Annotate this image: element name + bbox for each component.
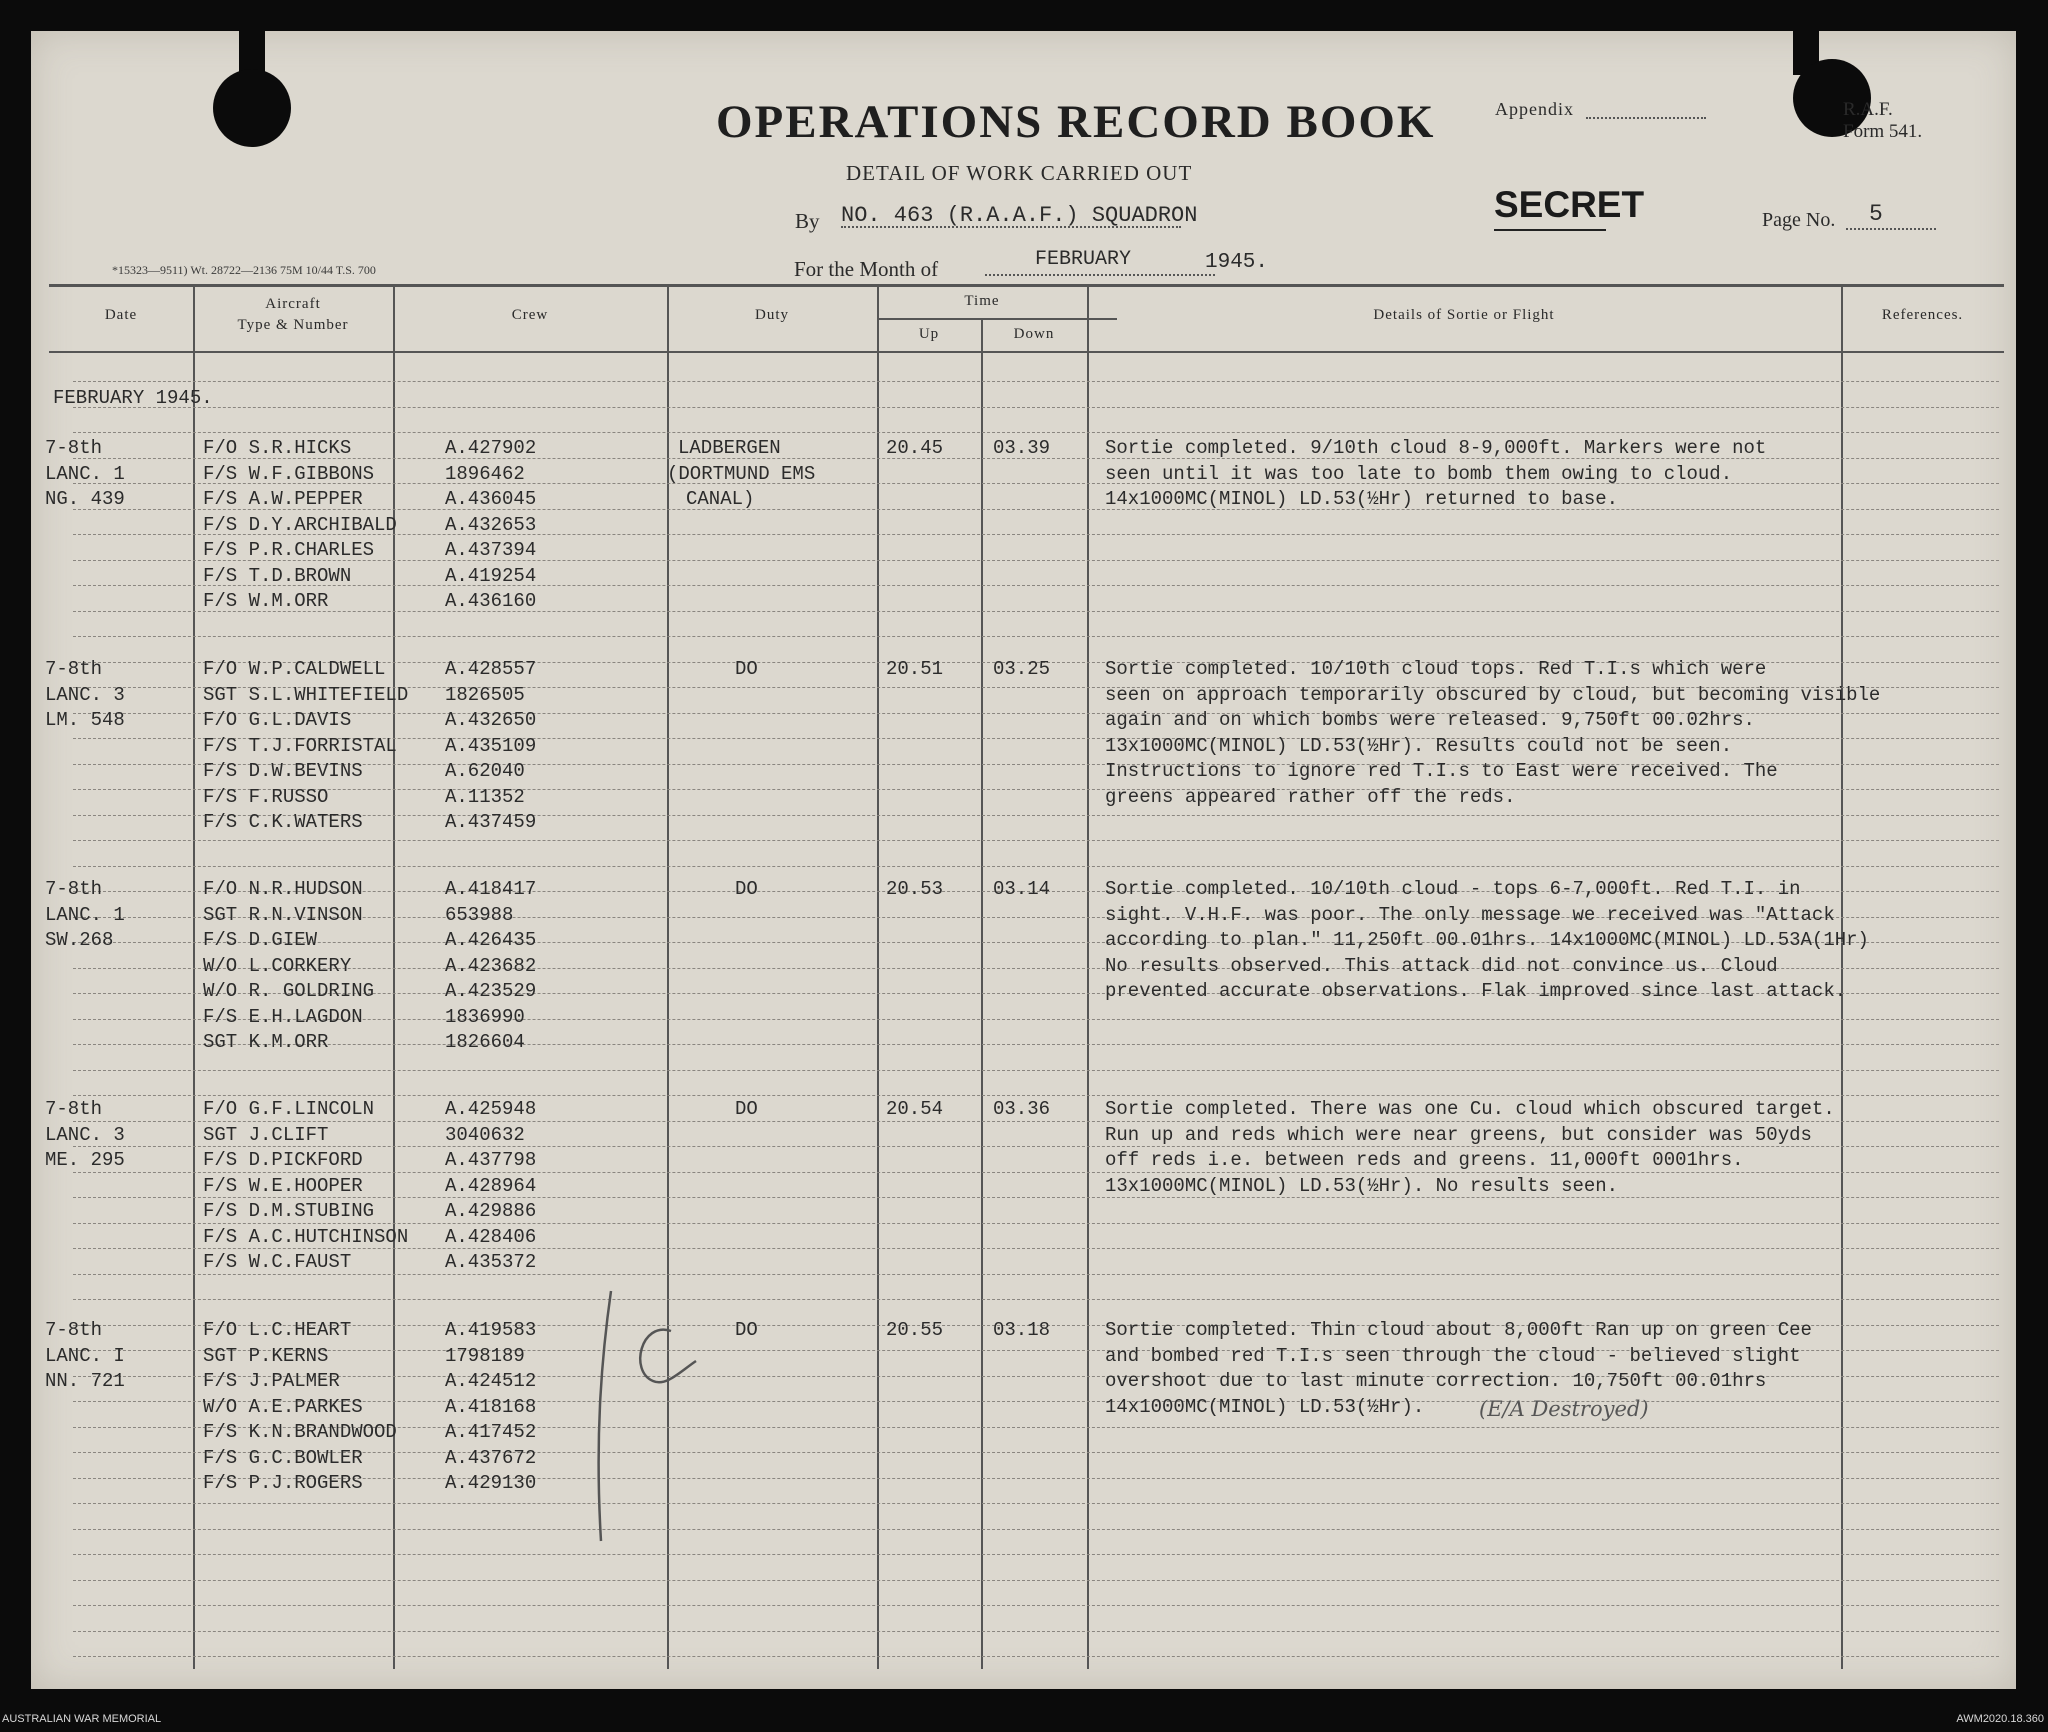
ruled-line — [73, 1274, 1999, 1275]
crew-member-name: SGT K.M.ORR — [203, 1031, 329, 1053]
col-divider-duty — [877, 284, 879, 1669]
secret-underline — [1494, 229, 1606, 231]
ruled-line — [73, 1580, 1999, 1581]
duty-text: DO — [735, 1319, 758, 1341]
crew-service-number: A.436160 — [445, 590, 537, 612]
crew-member-name: F/S W.C.FAUST — [203, 1251, 352, 1273]
crew-member-name: F/S D.Y.ARCHIBALD — [203, 513, 397, 536]
secret-stamp: SECRET — [1494, 184, 1645, 225]
sortie-detail-line: and bombed red T.I.s seen through the cloud - believed slight — [1105, 1344, 1801, 1367]
crew-member-name: SGT J.CLIFT — [203, 1123, 329, 1146]
page-label: Page No. — [1762, 209, 1836, 231]
duty-text: LADBERGEN — [678, 437, 781, 459]
crew-member-name: W/O L.CORKERY — [203, 954, 352, 977]
ruled-line — [73, 1605, 1999, 1606]
crew-member-name: F/O S.R.HICKS — [203, 437, 352, 459]
time-up: 20.54 — [886, 1098, 944, 1120]
sortie-detail-line: Sortie completed. 10/10th cloud tops. Red T.I.s which were — [1105, 658, 1767, 680]
section-heading: FEBRUARY 1945. — [53, 387, 213, 409]
duty-text: DO — [735, 658, 758, 680]
crew-service-number: A.432653 — [445, 513, 537, 536]
crew-member-name: F/O N.R.HUDSON — [203, 878, 363, 900]
crew-member-name: SGT S.L.WHITEFIELD — [203, 683, 409, 706]
ruled-line — [73, 1529, 1999, 1530]
ruled-line — [73, 1631, 1999, 1632]
col-header-up: Up — [918, 326, 940, 342]
crew-member-name: F/S G.C.BOWLER — [203, 1446, 363, 1469]
crew-service-number: 1826604 — [445, 1031, 525, 1053]
sortie-detail-line: Sortie completed. 10/10th cloud - tops 6-7,000ft. Red T.I. in — [1105, 878, 1801, 900]
crew-service-number: A.432650 — [445, 709, 537, 731]
crew-service-number: A.437672 — [445, 1446, 537, 1469]
ruled-line — [73, 585, 1999, 586]
time-up: 20.53 — [886, 878, 944, 900]
sortie-date: 7-8th — [45, 437, 103, 459]
crew-member-name: SGT R.N.VINSON — [203, 903, 363, 926]
duty-text: DO — [735, 1098, 758, 1120]
crew-service-number: 3040632 — [445, 1123, 525, 1146]
footer-left: AUSTRALIAN WAR MEMORIAL — [2, 1713, 162, 1725]
crew-member-name: F/S A.C.HUTCHINSON — [203, 1225, 409, 1248]
ruled-line — [73, 840, 1999, 841]
sortie-detail-line: off reds i.e. between reds and greens. 11,000ft 0001hrs. — [1105, 1149, 1744, 1171]
sortie-detail-line: sight. V.H.F. was poor. The only message we received was "Attack — [1105, 903, 1835, 926]
ruled-line — [73, 1044, 1999, 1045]
crew-service-number: 1798189 — [445, 1344, 525, 1367]
crew-service-number: 1826505 — [445, 683, 525, 706]
ruled-line — [73, 381, 1999, 382]
sortie-date: 7-8th — [45, 658, 103, 680]
handwritten-mark — [571, 1261, 751, 1561]
print-code: *15323—9511) Wt. 28722—2136 75M 10/44 T.S. 700 — [112, 263, 376, 277]
crew-service-number: A.419254 — [445, 564, 537, 587]
crew-service-number: A.437394 — [445, 539, 537, 561]
time-down: 03.39 — [993, 437, 1051, 459]
sortie-detail-line: seen on approach temporarily obscured by cloud, but becoming visible — [1105, 683, 1881, 706]
time-up: 20.45 — [886, 437, 944, 459]
col-header-aircraft: Aircraft — [265, 296, 321, 312]
page-field — [1846, 228, 1936, 230]
sortie-date: 7-8th — [45, 1319, 103, 1341]
crew-service-number: 1836990 — [445, 1005, 525, 1028]
duty-text: CANAL) — [686, 488, 755, 510]
page-number: 5 — [1869, 201, 1883, 227]
crew-service-number: A.419583 — [445, 1319, 537, 1341]
crew-member-name: F/S E.H.LAGDON — [203, 1005, 363, 1028]
ruled-line — [73, 1554, 1999, 1555]
time-down: 03.14 — [993, 878, 1051, 900]
month-field — [985, 274, 1215, 276]
ruled-line — [73, 1095, 1999, 1096]
aircraft-type: LANC. 1 — [45, 462, 125, 485]
crew-service-number: A.436045 — [445, 488, 537, 510]
crew-service-number: A.435109 — [445, 734, 537, 757]
form-title: OPERATIONS RECORD BOOK — [716, 96, 1436, 148]
crew-member-name: F/S W.E.HOOPER — [203, 1174, 363, 1197]
ruled-line — [73, 432, 1999, 433]
col-header-time: Time — [964, 293, 1000, 309]
sortie-detail-line: Sortie completed. There was one Cu. cloud which obscured target. — [1105, 1098, 1835, 1120]
crew-member-name: F/S D.W.BEVINS — [203, 760, 363, 782]
col-header-aircraft-sub: Type & Number — [237, 317, 349, 333]
squadron-field — [841, 226, 1181, 228]
ruled-line — [73, 866, 1999, 867]
crew-service-number: A.427902 — [445, 437, 537, 459]
aircraft-type: LANC. I — [45, 1344, 125, 1367]
table-top-rule — [49, 284, 2004, 287]
ruled-line — [73, 611, 1999, 612]
crew-member-name: F/S T.J.FORRISTAL — [203, 734, 397, 757]
crew-member-name: F/S K.N.BRANDWOOD — [203, 1421, 397, 1443]
crew-member-name: F/O W.P.CALDWELL — [203, 658, 386, 680]
crew-service-number: 1896462 — [445, 462, 525, 485]
crew-service-number: A.429886 — [445, 1200, 537, 1222]
crew-member-name: F/S P.R.CHARLES — [203, 539, 375, 561]
crew-member-name: F/S W.M.ORR — [203, 590, 329, 612]
sortie-detail-line: prevented accurate observations. Flak improved since last attack. — [1105, 980, 1847, 1002]
crew-member-name: F/S D.GIEW — [203, 929, 318, 951]
crew-service-number: A.428964 — [445, 1174, 537, 1197]
col-header-crew: Crew — [511, 307, 549, 323]
ruled-line — [73, 1503, 1999, 1504]
col-divider-date — [193, 284, 195, 1669]
col-divider-down — [1087, 284, 1089, 1669]
crew-member-name: F/S A.W.PEPPER — [203, 488, 363, 510]
crew-member-name: SGT P.KERNS — [203, 1344, 329, 1367]
crew-member-name: F/O G.L.DAVIS — [203, 709, 352, 731]
time-up: 20.55 — [886, 1319, 944, 1341]
sortie-detail-line: again and on which bombs were released. 9,750ft 00.02hrs. — [1105, 709, 1755, 731]
record-sheet — [31, 31, 2016, 1689]
ruled-line — [73, 1299, 1999, 1300]
header-bottom-rule — [49, 351, 2004, 353]
form-subtitle: DETAIL OF WORK CARRIED OUT — [846, 161, 1193, 185]
crew-service-number: A.423682 — [445, 954, 537, 977]
month-label: For the Month of — [794, 257, 939, 281]
crew-member-name: F/S T.D.BROWN — [203, 564, 352, 587]
crew-service-number: A.418168 — [445, 1395, 537, 1418]
sortie-detail-line: No results observed. This attack did not convince us. Cloud — [1105, 954, 1778, 977]
col-header-down: Down — [1013, 326, 1055, 342]
appendix-label: Appendix — [1495, 99, 1574, 119]
crew-member-name: F/S D.PICKFORD — [203, 1149, 363, 1171]
crew-member-name: F/O G.F.LINCOLN — [203, 1098, 375, 1120]
year-value: 1945. — [1205, 251, 1269, 274]
crew-service-number: A.425948 — [445, 1098, 537, 1120]
time-down: 03.25 — [993, 658, 1051, 680]
crew-service-number: A.424512 — [445, 1370, 537, 1392]
crew-member-name: F/S J.PALMER — [203, 1370, 340, 1392]
ruled-line — [73, 407, 1999, 408]
crew-member-name: F/S C.K.WATERS — [203, 811, 363, 833]
crew-member-name: F/O L.C.HEART — [203, 1319, 352, 1341]
sortie-detail-line: 14x1000MC(MINOL) LD.53(½Hr) returned to base. — [1105, 488, 1619, 510]
crew-member-name: F/S W.F.GIBBONS — [203, 462, 375, 485]
sortie-detail-line: 13x1000MC(MINOL) LD.53(½Hr). Results could not be seen. — [1105, 734, 1733, 757]
crew-service-number: A.435372 — [445, 1251, 537, 1273]
sortie-detail-line: overshoot due to last minute correction. 10,750ft 00.01hrs — [1105, 1370, 1767, 1392]
sortie-date: 7-8th — [45, 878, 103, 900]
squadron-name: NO. 463 (R.A.A.F.) SQUADRON — [841, 203, 1198, 228]
crew-service-number: A.428406 — [445, 1225, 537, 1248]
col-header-date: Date — [104, 307, 138, 323]
crew-service-number: A.418417 — [445, 878, 537, 900]
aircraft-type: LANC. 3 — [45, 683, 125, 706]
raf-label: R.A.F. — [1843, 99, 1893, 120]
by-label: By — [795, 209, 820, 233]
sortie-detail-line: 13x1000MC(MINOL) LD.53(½Hr). No results seen. — [1105, 1174, 1619, 1197]
ruled-line — [73, 636, 1999, 637]
crew-member-name: F/S D.M.STUBING — [203, 1200, 375, 1222]
crew-member-name: W/O A.E.PARKES — [203, 1395, 363, 1418]
sortie-detail-line: Instructions to ignore red T.I.s to East were received. The — [1105, 760, 1778, 782]
punch-hole-left — [213, 69, 291, 147]
sortie-detail-line: seen until it was too late to bomb them owing to cloud. — [1105, 462, 1733, 485]
aircraft-number: LM. 548 — [45, 709, 125, 731]
sortie-detail-line: 14x1000MC(MINOL) LD.53(½Hr). — [1105, 1395, 1425, 1418]
crew-service-number: A.417452 — [445, 1421, 537, 1443]
footer-right: AWM2020.18.360 — [1956, 1713, 2044, 1725]
time-up: 20.51 — [886, 658, 944, 680]
crew-service-number: A.437459 — [445, 811, 537, 833]
crew-service-number: A.423529 — [445, 980, 537, 1002]
aircraft-number: NG. 439 — [45, 488, 125, 510]
time-header-rule — [877, 318, 1117, 320]
ruled-line — [73, 1070, 1999, 1071]
col-header-details: Details of Sortie or Flight — [1373, 307, 1555, 323]
duty-text: DO — [735, 878, 758, 900]
appendix-field — [1586, 103, 1706, 119]
aircraft-number: SW.268 — [45, 929, 114, 951]
col-divider-details — [1841, 284, 1843, 1669]
month-value: FEBRUARY — [1035, 248, 1132, 271]
sortie-detail-line: according to plan." 11,250ft 00.01hrs. 14x1000MC(MINOL) LD.53A(1Hr) — [1105, 929, 1869, 951]
crew-member-name: W/O R. GOLDRING — [203, 980, 375, 1002]
col-header-references: References. — [1881, 307, 1964, 323]
time-down: 03.36 — [993, 1098, 1051, 1120]
crew-member-name: F/S P.J.ROGERS — [203, 1472, 363, 1494]
sortie-detail-line: Sortie completed. 9/10th cloud 8-9,000ft. Markers were not — [1105, 437, 1767, 459]
crew-service-number: A.429130 — [445, 1472, 537, 1494]
col-header-duty: Duty — [755, 307, 789, 323]
crew-member-name: F/S F.RUSSO — [203, 785, 329, 808]
aircraft-number: NN. 721 — [45, 1370, 125, 1392]
crew-service-number: A.62040 — [445, 760, 525, 782]
aircraft-type: LANC. 3 — [45, 1123, 125, 1146]
crew-service-number: 653988 — [445, 903, 514, 926]
crew-service-number: A.428557 — [445, 658, 537, 680]
time-down: 03.18 — [993, 1319, 1051, 1341]
form-number: Form 541. — [1843, 121, 1923, 142]
ruled-line — [73, 1656, 1999, 1657]
crew-service-number: A.11352 — [445, 785, 525, 808]
sortie-detail-line: greens appeared rather off the reds. — [1105, 785, 1516, 808]
crew-service-number: A.426435 — [445, 929, 537, 951]
duty-text: (DORTMUND EMS — [667, 462, 816, 485]
aircraft-number: ME. 295 — [45, 1149, 125, 1171]
crew-service-number: A.437798 — [445, 1149, 537, 1171]
sortie-date: 7-8th — [45, 1098, 103, 1120]
ruled-line — [73, 789, 1999, 790]
aircraft-type: LANC. 1 — [45, 903, 125, 926]
sortie-detail-line: Sortie completed. Thin cloud about 8,000ft Ran up on green Cee — [1105, 1319, 1812, 1341]
col-divider-aircraft — [393, 284, 395, 1669]
handwritten-note: (E/A Destroyed) — [1479, 1396, 1649, 1421]
sortie-detail-line: Run up and reds which were near greens, but consider was 50yds — [1105, 1123, 1812, 1146]
